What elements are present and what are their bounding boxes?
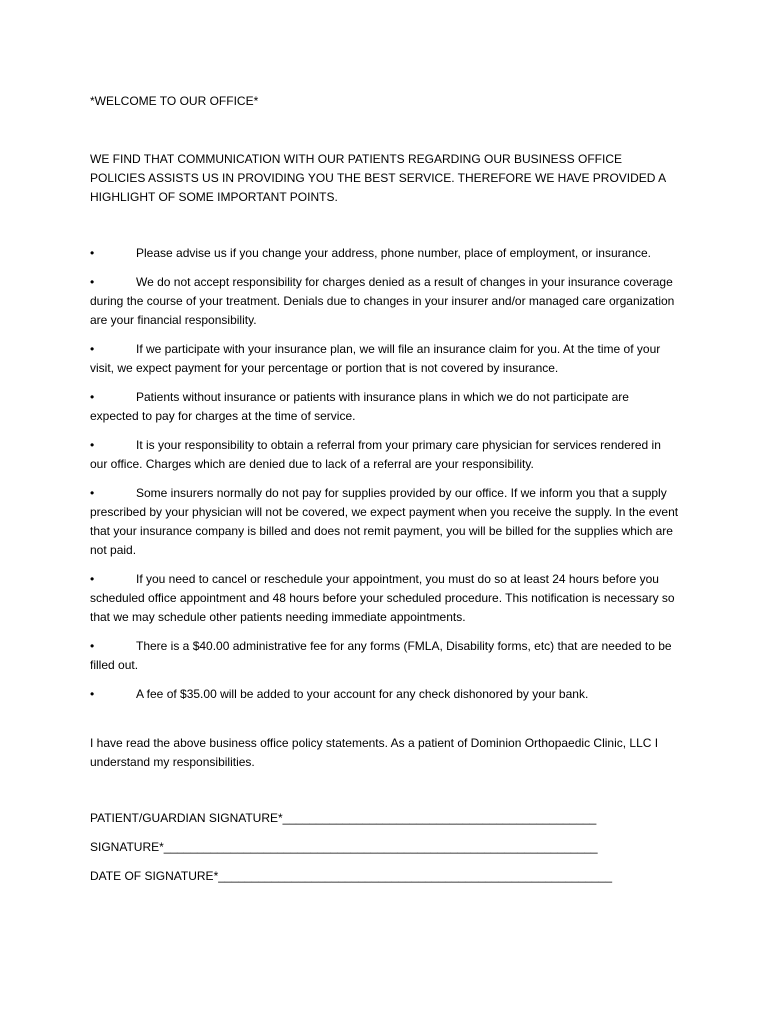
bullet-icon: • — [90, 639, 95, 653]
policy-item — [90, 685, 680, 704]
policy-text: If you need to cancel or reschedule your appointment, you must do so at least 24 hours before you scheduled office appointment and 48 hours before your scheduled procedure. This notification is necessary so that we may schedule other patients needing immediate appointments. — [90, 572, 675, 624]
policy-text: It is your responsibility to obtain a referral from your primary care physician for services rendered in our office. Charges which are denied due to lack of a referral are your responsibility. — [90, 438, 661, 471]
bullet-icon: • — [90, 438, 95, 452]
signature-block — [90, 809, 680, 886]
policy-item — [90, 484, 680, 560]
acknowledgement-statement: I have read the above business office policy statements. As a patient of Dominion Orthopaedic Clinic, LLC I understand my responsibilities. — [90, 736, 659, 769]
policy-document — [90, 92, 680, 886]
policy-list — [90, 244, 680, 704]
patient-guardian-signature-field[interactable]: PATIENT/GUARDIAN SIGNATURE*_______________________________________________ — [90, 811, 597, 825]
policy-item — [90, 436, 680, 474]
date-of-signature-field[interactable]: DATE OF SIGNATURE*___________________________________________________________ — [90, 869, 612, 883]
signature-field[interactable]: SIGNATURE*_________________________________________________________________ — [90, 840, 598, 854]
bullet-icon: • — [90, 390, 95, 404]
bullet-icon: • — [90, 486, 95, 500]
bullet-icon: • — [90, 342, 95, 356]
bullet-icon: • — [90, 275, 95, 289]
policy-item — [90, 244, 680, 263]
policy-item — [90, 570, 680, 627]
policy-text: If we participate with your insurance plan, we will file an insurance claim for you. At the time of your visit, we expect payment for your percentage or portion that is not covered by insurance. — [90, 342, 661, 375]
policy-item — [90, 388, 680, 426]
document-title: *WELCOME TO OUR OFFICE* — [90, 94, 259, 108]
bullet-icon: • — [90, 572, 95, 586]
bullet-icon: • — [90, 687, 95, 701]
policy-text: Please advise us if you change your address, phone number, place of employment, or insurance. — [136, 246, 651, 260]
policy-text: Some insurers normally do not pay for supplies provided by our office. If we inform you that a supply prescribed by your physician will not be covered, we expect payment when you receive the supply. In the event that your insurance company is billed and does not remit payment, you will be billed for the supplies which are not paid. — [90, 486, 679, 557]
policy-text: There is a $40.00 administrative fee for any forms (FMLA, Disability forms, etc) that are needed to be filled out. — [90, 639, 672, 672]
policy-text: We do not accept responsibility for charges denied as a result of changes in your insurance coverage during the course of your treatment. Denials due to changes in your insurer and/or managed care organization are your financial responsibility. — [90, 275, 675, 327]
policy-text: A fee of $35.00 will be added to your account for any check dishonored by your bank. — [136, 687, 589, 701]
intro-paragraph: WE FIND THAT COMMUNICATION WITH OUR PATIENTS REGARDING OUR BUSINESS OFFICE POLICIES ASSISTS US IN PROVIDING YOU THE BEST SERVICE. THEREFORE WE HAVE PROVIDED A HIGHLIGHT OF SOME IMPORTANT POINTS. — [90, 152, 666, 204]
policy-text: Patients without insurance or patients with insurance plans in which we do not participate are expected to pay for charges at the time of service. — [90, 390, 629, 423]
bullet-icon: • — [90, 246, 95, 260]
policy-item — [90, 273, 680, 330]
policy-item — [90, 340, 680, 378]
policy-item — [90, 637, 680, 675]
